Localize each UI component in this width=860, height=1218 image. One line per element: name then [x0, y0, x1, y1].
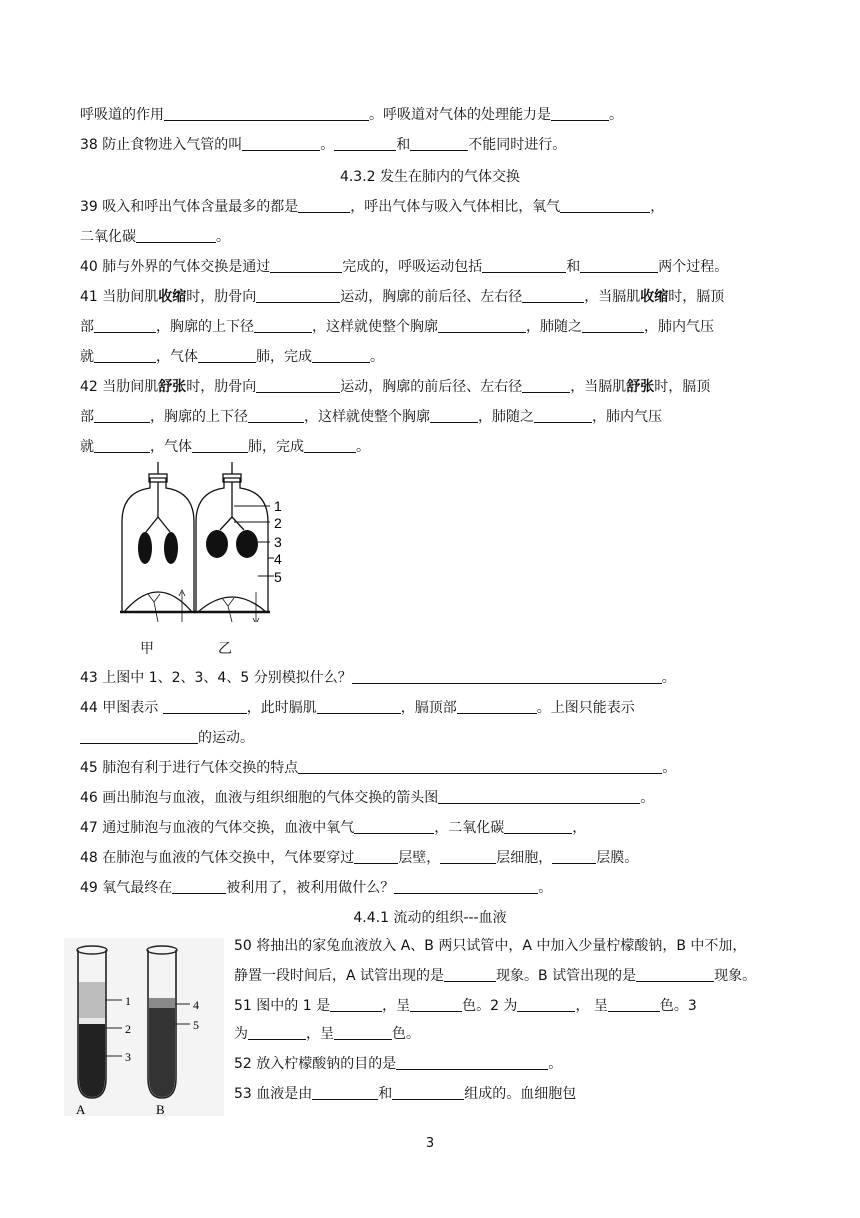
- text: ，肺随之: [478, 409, 534, 425]
- text: 部: [80, 409, 94, 425]
- text: 层壁，: [398, 850, 441, 866]
- answer-blank[interactable]: [392, 1085, 464, 1100]
- answer-blank[interactable]: [580, 258, 658, 273]
- q38-line: [80, 135, 566, 155]
- answer-blank[interactable]: [198, 348, 256, 363]
- answer-blank[interactable]: [354, 819, 434, 834]
- text: 和: [566, 259, 581, 275]
- q42-line: [80, 377, 710, 397]
- text: 层膜。: [596, 850, 639, 866]
- text: 运动，胸廓的前后径、左右径: [340, 289, 523, 305]
- text: 层细胞，: [496, 850, 553, 866]
- text: ，气体: [150, 439, 192, 455]
- text: ，呈: [382, 998, 411, 1014]
- q37-line: [80, 105, 623, 125]
- answer-blank[interactable]: [608, 997, 660, 1012]
- text: ，这样就使整个胸廓: [312, 319, 438, 335]
- tube-label-5: 5: [193, 1018, 199, 1032]
- text: 为: [234, 1026, 248, 1042]
- answer-blank[interactable]: [440, 849, 496, 864]
- answer-blank[interactable]: [80, 729, 198, 744]
- text: ，当膈肌: [570, 379, 627, 395]
- answer-blank[interactable]: [172, 879, 226, 894]
- text-bold: 舒张: [158, 379, 187, 395]
- tube-label-4: 4: [193, 998, 199, 1012]
- q41-line-3: [80, 347, 384, 367]
- text: 41 当肋间肌: [80, 289, 159, 305]
- figure-label-5: 5: [274, 569, 282, 585]
- q50-line-2: [234, 966, 756, 986]
- text: ，二氧化碳: [434, 820, 505, 836]
- answer-blank[interactable]: [248, 408, 304, 423]
- figure-label-4: 4: [274, 551, 282, 567]
- answer-blank[interactable]: [298, 759, 662, 774]
- text: 就: [80, 349, 94, 365]
- text: ，: [572, 820, 587, 836]
- q44-line-2: [80, 728, 254, 748]
- text: ，当膈肌: [584, 289, 641, 305]
- answer-blank[interactable]: [522, 378, 570, 393]
- answer-blank[interactable]: [256, 288, 340, 303]
- answer-blank[interactable]: [242, 136, 320, 151]
- text: 肺，完成: [256, 349, 312, 365]
- answer-blank[interactable]: [334, 136, 396, 151]
- text: 52 放入柠檬酸钠的目的是: [234, 1056, 397, 1072]
- text: 二氧化碳: [80, 229, 136, 245]
- text: 46 画出肺泡与血液，血液与组织细胞的气体交换的箭头图: [80, 790, 439, 806]
- answer-blank[interactable]: [636, 967, 714, 982]
- answer-blank[interactable]: [312, 1085, 378, 1100]
- answer-blank[interactable]: [334, 1025, 392, 1040]
- tube-caption-b: B: [156, 1102, 165, 1116]
- text: 部: [80, 319, 94, 335]
- answer-blank[interactable]: [504, 819, 572, 834]
- q45-line: [80, 758, 676, 778]
- text: 42 当肋间肌: [80, 379, 159, 395]
- section-heading-4-4-1: 4.4.1 流动的组织---血液: [353, 910, 507, 926]
- answer-blank[interactable]: [317, 699, 401, 714]
- text: ，肺内气压: [592, 409, 662, 425]
- text: ，这样就使整个胸廓: [304, 409, 430, 425]
- text: 50 将抽出的家兔血液放入 A、B 两只试管中，A 中加入少量柠檬酸钠，B 中不加，: [234, 938, 747, 954]
- q44-line: [80, 698, 635, 718]
- text: ，膈顶部: [400, 700, 457, 716]
- q52-line: [234, 1054, 562, 1074]
- text: 时，膈顶: [668, 289, 725, 305]
- text: 现象。B 试管出现的是: [496, 968, 637, 984]
- text: 时，膈顶: [654, 379, 711, 395]
- tube-label-2: 2: [125, 1022, 131, 1036]
- text: 。: [640, 790, 655, 806]
- text: ，气体: [156, 349, 198, 365]
- text: 。: [320, 137, 335, 153]
- text: 。: [661, 670, 676, 686]
- page-number: 3: [425, 1136, 435, 1151]
- tube-label-3: 3: [125, 1050, 131, 1064]
- text: 48 在肺泡与血液的气体交换中，气体要穿过: [80, 850, 355, 866]
- lung-right-b: [236, 530, 258, 558]
- text: 肺，完成: [248, 439, 304, 455]
- text: 不能同时进行。: [468, 137, 567, 153]
- answer-blank[interactable]: [298, 198, 350, 213]
- text: 静置一段时间后，A 试管出现的是: [234, 968, 445, 984]
- test-tube-figure: [64, 938, 224, 1116]
- text: ，此时膈肌: [246, 700, 317, 716]
- text: 和: [396, 137, 411, 153]
- text: ，肺随之: [526, 319, 582, 335]
- answer-blank[interactable]: [551, 106, 609, 121]
- text: 和: [378, 1086, 393, 1102]
- answer-blank[interactable]: [552, 849, 596, 864]
- text: 组成的。血细胞包: [464, 1086, 577, 1102]
- answer-blank[interactable]: [352, 669, 662, 684]
- text: 47 通过肺泡与血液的气体交换，血液中氧气: [80, 820, 355, 836]
- figure-caption-jia: 甲: [140, 641, 154, 657]
- text: 。: [662, 760, 677, 776]
- text: 44 甲图表示: [80, 700, 159, 716]
- answer-blank[interactable]: [582, 318, 644, 333]
- answer-blank[interactable]: [330, 997, 382, 1012]
- answer-blank[interactable]: [517, 997, 575, 1012]
- q53-line: [234, 1084, 576, 1104]
- answer-blank[interactable]: [248, 1025, 306, 1040]
- text: 完成的，呼吸运动包括: [342, 259, 483, 275]
- answer-blank[interactable]: [410, 136, 468, 151]
- q42-line-2: [80, 407, 662, 427]
- answer-blank[interactable]: [354, 849, 398, 864]
- text: ，胸廓的上下径: [156, 319, 254, 335]
- answer-blank[interactable]: [410, 997, 462, 1012]
- text: 。: [370, 349, 384, 365]
- text: ，呼出气体与吸入气体相比，氧气: [350, 199, 561, 215]
- text: 色。3: [659, 998, 697, 1014]
- text: 。上图只能表示: [536, 700, 635, 716]
- text: ， 呈: [575, 998, 608, 1014]
- answer-blank[interactable]: [394, 879, 538, 894]
- q39-line: [80, 197, 664, 217]
- lung-right-a: [206, 530, 228, 558]
- text: 呼吸道的作用: [80, 107, 164, 123]
- text: 色。: [392, 1026, 420, 1042]
- answer-blank[interactable]: [444, 967, 496, 982]
- text: 。: [548, 1056, 563, 1072]
- q41-line: [80, 287, 724, 307]
- q49-line: [80, 878, 552, 898]
- text: 38 防止食物进入气管的叫: [80, 137, 243, 153]
- text: 51 图中的 1 是: [234, 998, 331, 1014]
- q46-line: [80, 788, 654, 808]
- answer-blank[interactable]: [430, 408, 478, 423]
- text: 两个过程。: [658, 259, 729, 275]
- answer-blank[interactable]: [94, 348, 156, 363]
- bell-jar-left: [120, 462, 196, 622]
- text: 45 肺泡有利于进行气体交换的特点: [80, 760, 299, 776]
- tube-caption-a: A: [76, 1102, 86, 1116]
- answer-blank[interactable]: [192, 438, 248, 453]
- answer-blank[interactable]: [163, 699, 247, 714]
- answer-blank[interactable]: [438, 318, 526, 333]
- q41-line-2: [80, 317, 714, 337]
- answer-blank[interactable]: [438, 789, 640, 804]
- tube-label-1: 1: [125, 994, 131, 1008]
- text: 。: [216, 229, 230, 245]
- text: 现象。: [714, 968, 757, 984]
- answer-blank[interactable]: [560, 198, 650, 213]
- answer-blank[interactable]: [164, 106, 369, 121]
- text: 就: [80, 439, 94, 455]
- q50-line: [234, 936, 746, 956]
- answer-blank[interactable]: [304, 438, 356, 453]
- text-bold: 收缩: [640, 289, 669, 305]
- answer-blank[interactable]: [482, 258, 566, 273]
- q51-line: [234, 996, 697, 1016]
- figure-label-3: 3: [274, 534, 282, 550]
- text: 的运动。: [198, 730, 254, 746]
- text-bold: 舒张: [626, 379, 655, 395]
- text: 。: [538, 880, 553, 896]
- answer-blank[interactable]: [94, 438, 150, 453]
- section-heading-4-3-2: 4.3.2 发生在肺内的气体交换: [339, 169, 521, 185]
- text: 被利用了，被利用做什么？: [226, 880, 395, 896]
- answer-blank[interactable]: [396, 1055, 548, 1070]
- text: 40 肺与外界的气体交换是通过: [80, 259, 271, 275]
- q48-line: [80, 848, 638, 868]
- text: 39 吸入和呼出气体含量最多的都是: [80, 199, 299, 215]
- lung-left-a: [138, 532, 152, 564]
- answer-blank[interactable]: [270, 258, 342, 273]
- figure-label-1: 1: [274, 498, 282, 514]
- text: 43 上图中 1、2、3、4、5 分别模拟什么？: [80, 670, 352, 686]
- text-bold: 收缩: [158, 289, 187, 305]
- answer-blank[interactable]: [522, 288, 584, 303]
- text: 运动，胸廓的前后径、左右径: [340, 379, 523, 395]
- answer-blank[interactable]: [312, 348, 370, 363]
- lung-left-b: [164, 532, 178, 564]
- q39-line-2: [80, 227, 230, 247]
- figure-label-2: 2: [274, 515, 282, 531]
- text: 色。2 为: [462, 998, 518, 1014]
- lung-model-figure: [118, 462, 318, 622]
- text: 。呼吸道对气体的处理能力是: [369, 107, 551, 123]
- q42-line-3: [80, 437, 370, 457]
- text: 53 血液是由: [234, 1086, 313, 1102]
- text: 。: [609, 107, 623, 123]
- text: ，胸廓的上下径: [150, 409, 248, 425]
- figure-caption-yi: 乙: [218, 641, 232, 657]
- q43-line: [80, 668, 676, 688]
- answer-blank[interactable]: [457, 699, 537, 714]
- q47-line: [80, 818, 586, 838]
- text: 时，肋骨向: [186, 289, 257, 305]
- text: ，呈: [306, 1026, 334, 1042]
- answer-blank[interactable]: [136, 228, 216, 243]
- q40-line: [80, 257, 728, 277]
- text: ，: [650, 199, 665, 215]
- answer-blank[interactable]: [254, 318, 312, 333]
- text: 时，肋骨向: [186, 379, 257, 395]
- text: 49 氧气最终在: [80, 880, 173, 896]
- answer-blank[interactable]: [94, 318, 156, 333]
- text: 。: [356, 439, 370, 455]
- answer-blank[interactable]: [256, 378, 340, 393]
- text: ，肺内气压: [644, 319, 714, 335]
- answer-blank[interactable]: [94, 408, 150, 423]
- answer-blank[interactable]: [534, 408, 592, 423]
- q51-line-2: [234, 1024, 420, 1044]
